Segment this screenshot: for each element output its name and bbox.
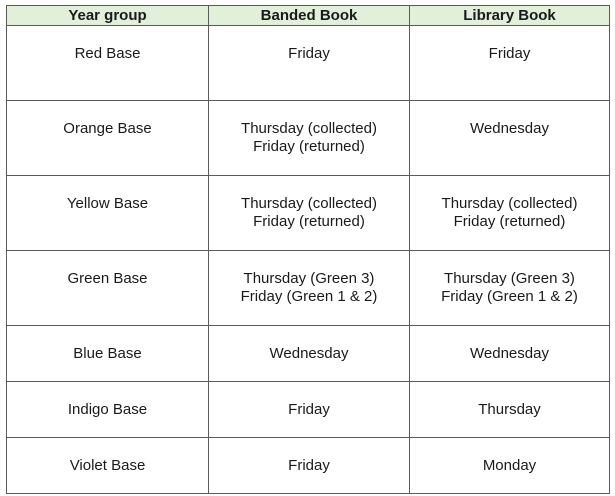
library-book-day: Thursday (Green 3) <box>444 270 575 287</box>
year-group-label: Violet Base <box>69 457 146 474</box>
year-group-label: Orange Base <box>63 120 152 137</box>
library-book-day: Wednesday <box>470 120 549 137</box>
year-group-label: Red Base <box>74 45 141 62</box>
banded-book-day: Thursday (Green 3) <box>243 270 375 287</box>
banded-book-cell <box>209 326 410 382</box>
table-row <box>7 26 610 101</box>
library-book-cell <box>410 382 610 438</box>
library-book-day: Friday <box>488 45 531 62</box>
library-book-cell <box>410 26 610 101</box>
year-group-cell <box>7 438 209 494</box>
banded-book-cell <box>209 438 410 494</box>
library-book-day: Wednesday <box>470 345 549 362</box>
library-book-cell <box>410 251 610 326</box>
library-book-day: Monday <box>482 457 537 474</box>
library-book-day: Friday (returned) <box>453 213 566 230</box>
banded-book-day: Friday (returned) <box>253 213 365 230</box>
banded-book-day: Wednesday <box>269 345 349 362</box>
banded-book-day: Friday <box>288 45 330 62</box>
library-book-cell <box>410 326 610 382</box>
year-group-label: Yellow Base <box>66 195 149 212</box>
year-group-cell <box>7 26 209 101</box>
table-row <box>7 382 610 438</box>
year-group-cell <box>7 326 209 382</box>
banded-book-day: Friday <box>288 401 330 418</box>
header-library-book: Library Book <box>410 6 610 26</box>
year-group-cell <box>7 176 209 251</box>
banded-book-cell <box>209 251 410 326</box>
library-book-cell <box>410 438 610 494</box>
year-group-cell <box>7 251 209 326</box>
year-group-cell <box>7 101 209 176</box>
banded-book-day: Thursday (collected) <box>241 195 377 212</box>
library-book-day: Friday (Green 1 & 2) <box>441 288 578 305</box>
banded-book-cell <box>209 176 410 251</box>
header-year-group: Year group <box>7 6 209 26</box>
header-row <box>7 6 610 26</box>
table-row <box>7 101 610 176</box>
library-book-cell <box>410 101 610 176</box>
library-book-cell <box>410 176 610 251</box>
year-group-label: Indigo Base <box>67 401 148 418</box>
banded-book-day: Friday <box>288 457 330 474</box>
table-row <box>7 326 610 382</box>
library-book-day: Thursday <box>478 401 541 418</box>
banded-book-day: Friday (Green 1 & 2) <box>240 288 378 305</box>
library-book-day: Thursday (collected) <box>441 195 578 212</box>
year-group-cell <box>7 382 209 438</box>
banded-book-cell <box>209 101 410 176</box>
banded-book-cell <box>209 26 410 101</box>
table-row <box>7 176 610 251</box>
year-group-label: Green Base <box>67 270 148 287</box>
table-row <box>7 438 610 494</box>
year-group-label: Blue Base <box>73 345 142 362</box>
table-row <box>7 251 610 326</box>
banded-book-cell <box>209 382 410 438</box>
banded-book-day: Thursday (collected) <box>241 120 377 137</box>
header-banded-book: Banded Book <box>209 6 410 26</box>
banded-book-day: Friday (returned) <box>253 138 365 155</box>
book-schedule-table <box>6 5 610 494</box>
